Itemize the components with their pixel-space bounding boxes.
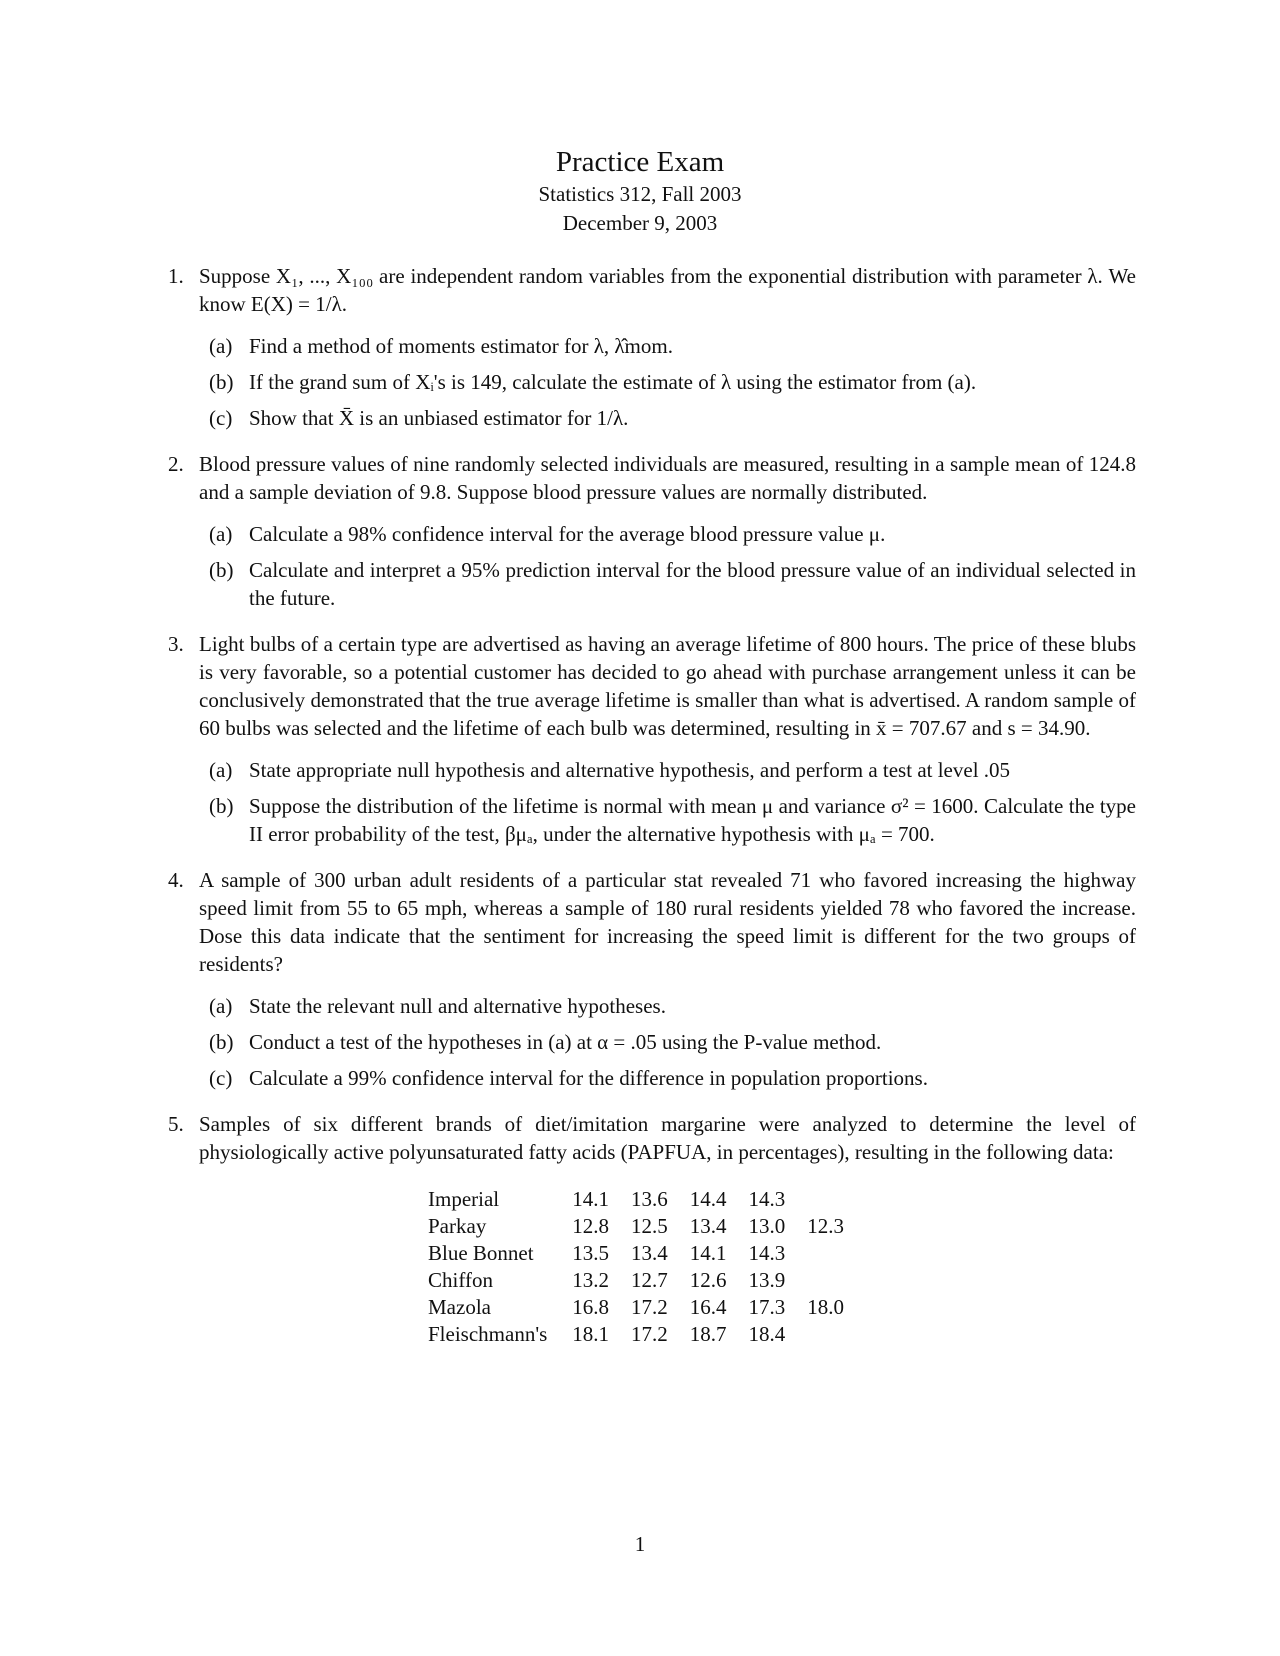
part-label: (a)	[209, 334, 233, 358]
part-text: If the grand sum of Xᵢ's is 149, calculate the estimate of λ using the estimator from (a).	[249, 370, 977, 394]
value-cell: 14.4	[689, 1187, 727, 1211]
value-cell: 14.3	[748, 1187, 786, 1211]
part-text: Calculate a 98% confidence interval for the average blood pressure value μ.	[249, 522, 886, 546]
page-number: 1	[634, 1532, 646, 1556]
brand-cell: Parkay	[428, 1214, 487, 1238]
problem-4	[168, 866, 1136, 1092]
value-cell: 12.3	[807, 1214, 845, 1238]
part-a	[209, 332, 1136, 360]
part-label: (c)	[209, 1066, 233, 1090]
part-text: Calculate and interpret a 95% prediction interval for the blood pressure value of an individual selected in the future.	[249, 558, 1136, 610]
problem-5	[168, 1110, 1136, 1348]
problem-1	[168, 262, 1136, 432]
part-text: Find a method of moments estimator for λ, λ̂mom.	[249, 334, 673, 358]
part-text: State appropriate null hypothesis and alternative hypothesis, and perform a test at level .05	[249, 758, 1011, 782]
part-label: (a)	[209, 522, 233, 546]
value-cell: 13.6	[631, 1187, 668, 1211]
value-cell	[796, 1186, 855, 1213]
part-a	[209, 520, 1136, 548]
part-a	[209, 756, 1136, 784]
part-label: (b)	[209, 370, 234, 394]
value-cell: 12.8	[572, 1214, 610, 1238]
problem-text: Light bulbs of a certain type are advertised as having an average lifetime of 800 hours. The price of these blubs is very favorable, so a potential customer has decided to go ahead with purchase arrangement unless it can be conclusively demonstrated that the true average lifetime is smaller than what is advertised. A random sample of 60 bulbs was selected and the lifetime of each bulb was determined, resulting in x̄ = 707.67 and s = 34.90.	[199, 632, 1136, 740]
problem-number: 1.	[168, 264, 184, 288]
part-a	[209, 992, 1136, 1020]
problem-text: Suppose X₁, ..., X₁₀₀ are independent random variables from the exponential distribution with parameter λ. We know E(X) = 1/λ.	[199, 264, 1136, 316]
part-text: State the relevant null and alternative hypotheses.	[249, 994, 666, 1018]
brand-cell: Mazola	[428, 1295, 491, 1319]
part-c	[209, 1064, 1136, 1092]
table-row	[428, 1213, 855, 1240]
problem-list	[168, 262, 1136, 1366]
brand-cell: Fleischmann's	[428, 1322, 548, 1346]
problem-parts	[199, 992, 1136, 1092]
part-label: (b)	[209, 558, 234, 582]
value-cell: 18.7	[689, 1322, 727, 1346]
part-text: Suppose the distribution of the lifetime is normal with mean μ and variance σ² = 1600. Calculate the type II error probability of the test, βμₐ, under the alternative hypothesis with μₐ = 700.	[249, 794, 1136, 846]
brand-cell: Chiffon	[428, 1268, 493, 1292]
table-row	[428, 1267, 855, 1294]
value-cell: 18.4	[748, 1322, 786, 1346]
part-label: (a)	[209, 758, 233, 782]
table-row	[428, 1321, 855, 1348]
problem-text: Blood pressure values of nine randomly selected individuals are measured, resulting in a sample mean of 124.8 and a sample deviation of 9.8. Suppose blood pressure values are normally distributed.	[199, 452, 1136, 504]
value-cell: 13.5	[572, 1241, 610, 1265]
part-c	[209, 404, 1136, 432]
value-cell: 12.5	[631, 1214, 668, 1238]
problem-parts	[199, 332, 1136, 432]
part-label: (b)	[209, 1030, 234, 1054]
part-b	[209, 368, 1136, 396]
problem-parts	[199, 520, 1136, 612]
value-cell: 17.2	[631, 1295, 668, 1319]
brand-cell: Imperial	[428, 1187, 500, 1211]
value-cell: 13.9	[748, 1268, 786, 1292]
part-label: (b)	[209, 794, 234, 818]
problem-number: 5.	[168, 1112, 184, 1136]
part-text: Show that X̄ is an unbiased estimator for 1/λ.	[249, 406, 629, 430]
value-cell	[796, 1240, 855, 1267]
problem-2	[168, 450, 1136, 612]
value-cell: 13.4	[689, 1214, 727, 1238]
problem-number: 4.	[168, 868, 184, 892]
part-label: (a)	[209, 994, 233, 1018]
part-b	[209, 792, 1136, 848]
value-cell	[796, 1321, 855, 1348]
problem-number: 2.	[168, 452, 184, 476]
value-cell: 14.1	[689, 1241, 727, 1265]
value-cell: 13.2	[572, 1268, 610, 1292]
value-cell: 12.6	[689, 1268, 727, 1292]
table-row	[428, 1186, 855, 1213]
value-cell: 17.3	[748, 1295, 786, 1319]
value-cell: 18.1	[572, 1322, 610, 1346]
margarine-data-table	[428, 1186, 855, 1348]
value-cell: 17.2	[631, 1322, 668, 1346]
table-row	[428, 1240, 855, 1267]
exam-date: December 9, 2003	[562, 211, 718, 235]
problem-3	[168, 630, 1136, 848]
brand-cell: Blue Bonnet	[428, 1241, 534, 1265]
value-cell: 16.4	[689, 1295, 727, 1319]
part-label: (c)	[209, 406, 233, 430]
problem-text: A sample of 300 urban adult residents of a particular stat revealed 71 who favored increasing the highway speed limit from 55 to 65 mph, whereas a sample of 180 rural residents yielded 78 who favored the increase. Dose this data indicate that the sentiment for increasing the speed limit is different for the two groups of residents?	[199, 868, 1136, 976]
value-cell: 14.1	[572, 1187, 610, 1211]
part-text: Conduct a test of the hypotheses in (a) at α = .05 using the P-value method.	[249, 1030, 882, 1054]
problem-number: 3.	[168, 632, 184, 656]
part-text: Calculate a 99% confidence interval for the difference in population proportions.	[249, 1066, 928, 1090]
value-cell: 13.0	[748, 1214, 786, 1238]
problem-text: Samples of six different brands of diet/imitation margarine were analyzed to determine the level of physiologically active polyunsaturated fatty acids (PAPFUA, in percentages), resulting in the following data:	[199, 1112, 1136, 1164]
table-row	[428, 1294, 855, 1321]
value-cell: 18.0	[807, 1295, 845, 1319]
value-cell	[796, 1267, 855, 1294]
problem-parts	[199, 756, 1136, 848]
value-cell: 12.7	[631, 1268, 668, 1292]
part-b	[209, 556, 1136, 612]
value-cell: 14.3	[748, 1241, 786, 1265]
page-title: Practice Exam	[555, 146, 725, 178]
value-cell: 13.4	[631, 1241, 668, 1265]
value-cell: 16.8	[572, 1295, 610, 1319]
course-subtitle: Statistics 312, Fall 2003	[538, 182, 742, 206]
part-b	[209, 1028, 1136, 1056]
